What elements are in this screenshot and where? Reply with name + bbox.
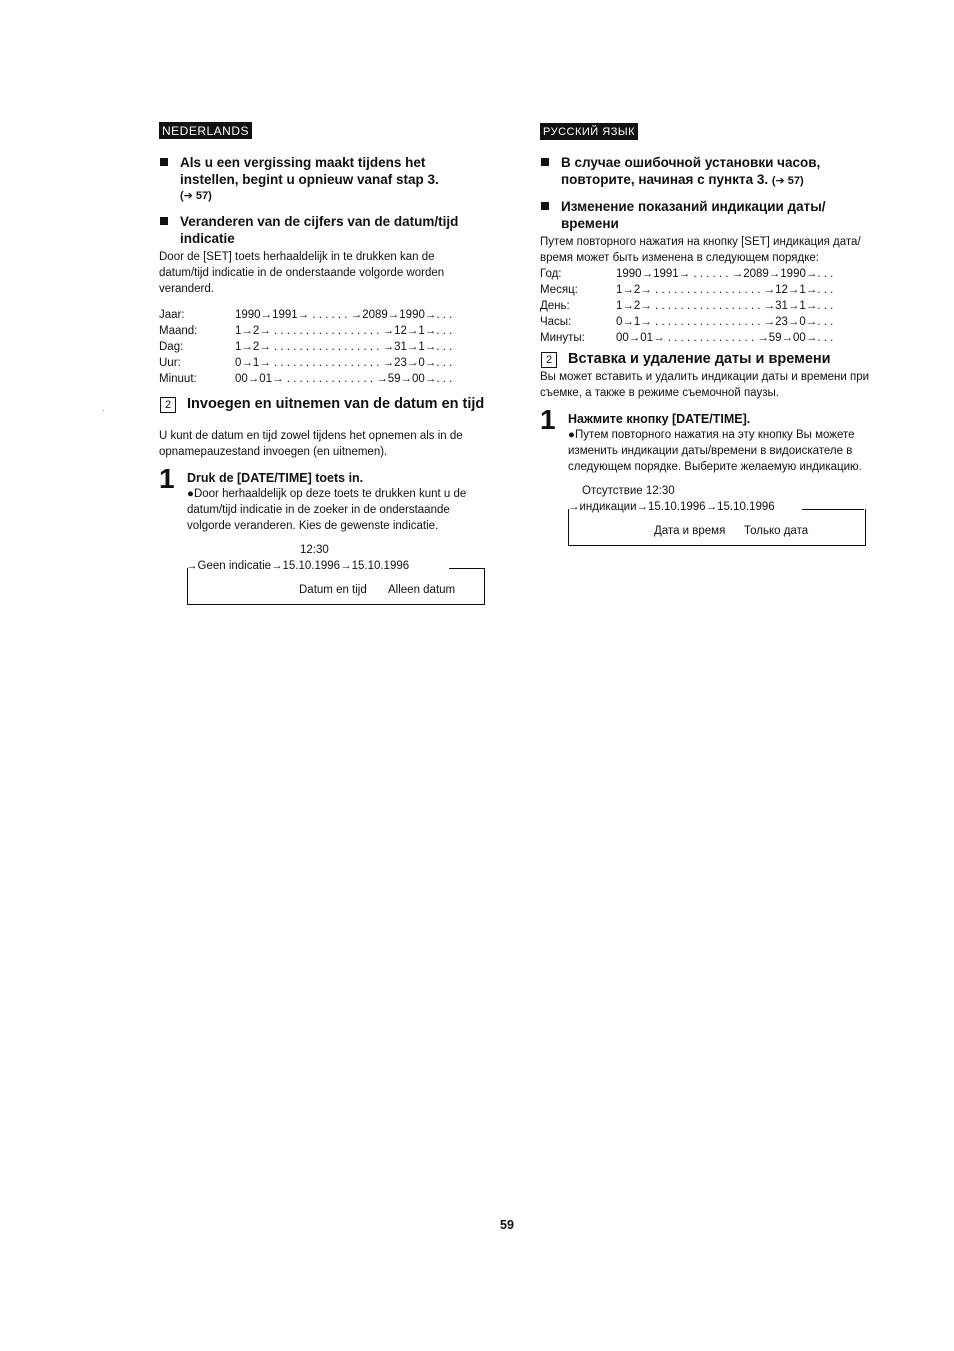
sequence-value: 0→1→ . . . . . . . . . . . . . . . . . →23→0→. . .	[235, 357, 453, 369]
page-number: 59	[500, 1218, 514, 1232]
bullet-square-icon	[541, 202, 549, 210]
diagram-flow-text: →индикации→15.10.1996→15.10.1996	[568, 501, 775, 513]
diagram-option-date-time: Дата и время	[654, 525, 726, 537]
section-title: Вставка и удаление даты и времени	[568, 351, 831, 367]
sequence-value: 00→01→ . . . . . . . . . . . . . . →59→00→. . .	[235, 373, 453, 385]
sequence-label: Dag:	[159, 341, 184, 353]
diagram-flow-text: →Geen indicatie→15.10.1996→15.10.1996	[186, 560, 410, 572]
datetime-sequence-table	[159, 307, 487, 387]
language-tag-russian: РУССКИЙ ЯЗЫК	[540, 123, 638, 140]
sequence-row	[159, 307, 487, 323]
sequence-label: Год:	[540, 268, 562, 280]
sequence-row	[540, 330, 870, 346]
sequence-value: 1990→1991→ . . . . . . →2089→1990→. . .	[616, 268, 834, 280]
paragraph-set-instructions: Путем повторного нажатия на кнопку [SET] индикация дата/время может быть изменена в следующем порядке:	[540, 236, 861, 264]
sequence-row	[159, 339, 487, 355]
bullet-mistake-note	[159, 154, 487, 205]
sequence-row	[159, 323, 487, 339]
sequence-label: День:	[540, 300, 570, 312]
step-title: Druk de [DATE/TIME] toets in.	[187, 471, 364, 485]
sequence-label: Месяц:	[540, 284, 578, 296]
diagram-time-label: 12:30	[300, 544, 329, 556]
sequence-row	[159, 371, 487, 387]
step-title: Нажмите кнопку [DATE/TIME].	[568, 412, 751, 426]
sequence-value: 00→01→ . . . . . . . . . . . . . . →59→00→. . .	[616, 332, 834, 344]
step-number: 1	[159, 463, 175, 494]
section-title: Invoegen en uitnemen van de datum en tijd	[187, 396, 485, 412]
page-reference: (➔ 57)	[180, 190, 212, 202]
section-heading-insert-datetime	[159, 395, 487, 414]
sequence-label: Uur:	[159, 357, 181, 369]
diagram-option-date-time: Datum en tijd	[299, 584, 367, 596]
step-body: ●Door herhaaldelijk op deze toets te drukken kunt u de datum/tijd indicatie in de zoeker in de onderstaande volgorde veranderen. Kies de gewenste indicatie.	[187, 488, 467, 532]
step-1	[159, 463, 487, 534]
sequence-value: 1→2→ . . . . . . . . . . . . . . . . . →31→1→. . .	[235, 341, 453, 353]
sequence-label: Minuut:	[159, 373, 197, 385]
bullet-square-icon	[541, 158, 549, 166]
section-heading-insert-datetime	[540, 350, 870, 369]
bullet-mistake-note	[540, 154, 870, 190]
step-1	[540, 404, 870, 475]
bullet-text: В случае ошибочной установки часов, повторите, начиная с пункта 3.	[561, 155, 821, 187]
diagram-time-label: Отсутствие 12:30	[582, 485, 675, 497]
bullet-square-icon	[160, 217, 168, 225]
paragraph-insert-info: U kunt de datum en tijd zowel tijdens het opnemen als in de opnamepauzestand invoegen (en uitnemen).	[159, 430, 463, 458]
step-number: 1	[540, 404, 556, 435]
sequence-value: 1→2→ . . . . . . . . . . . . . . . . . →31→1→. . .	[616, 300, 834, 312]
sequence-label: Maand:	[159, 325, 198, 337]
display-sequence-diagram	[540, 485, 870, 573]
diagram-option-date-only: Alleen datum	[388, 584, 456, 596]
sequence-row	[540, 282, 870, 298]
sequence-row	[540, 314, 870, 330]
step-body: ●Путем повторного нажатия на эту кнопку Вы можете изменить индикации даты/времени в видоискателе в следующем порядке. Выберите желаемую индикацию.	[568, 429, 862, 473]
sequence-label: Jaar:	[159, 309, 185, 321]
paragraph-insert-info: Вы может вставить и удалить индикации даты и времени при съемке, а также в режиме съемочной паузы.	[540, 371, 870, 399]
datetime-sequence-table	[540, 266, 870, 346]
sequence-row	[540, 266, 870, 282]
sequence-value: 1→2→ . . . . . . . . . . . . . . . . . →12→1→. . .	[235, 325, 453, 337]
dutch-column	[159, 122, 487, 632]
bullet-change-datetime	[540, 198, 870, 232]
display-sequence-diagram	[159, 544, 487, 632]
paragraph-set-instructions: Door de [SET] toets herhaaldelijk in te drukken kan de datum/tijd indicatie in de onderstaande volgorde worden veranderd.	[159, 251, 445, 295]
sequence-value: 1990→1991→ . . . . . . →2089→1990→. . .	[235, 309, 453, 321]
russian-column	[540, 122, 870, 573]
scan-speck	[103, 410, 104, 411]
section-number-box: 2	[160, 397, 176, 413]
bullet-text: Als u een vergissing maakt tijdens het instellen, begint u opnieuw vanaf stap 3.	[180, 155, 439, 187]
sequence-label: Часы:	[540, 316, 572, 328]
page-reference: (➔ 57)	[771, 175, 804, 187]
sequence-row	[540, 298, 870, 314]
bullet-text: Veranderen van de cijfers van de datum/tijd indicatie	[180, 214, 459, 246]
language-tag-nederlands: NEDERLANDS	[159, 122, 252, 139]
sequence-value: 1→2→ . . . . . . . . . . . . . . . . . →12→1→. . .	[616, 284, 834, 296]
bullet-text: Изменение показаний индикации даты/ времени	[561, 199, 826, 231]
diagram-option-date-only: Только дата	[744, 525, 809, 537]
bullet-square-icon	[160, 158, 168, 166]
bullet-change-datetime	[159, 213, 487, 247]
sequence-label: Минуты:	[540, 332, 585, 344]
sequence-value: 0→1→ . . . . . . . . . . . . . . . . . →23→0→. . .	[616, 316, 834, 328]
sequence-row	[159, 355, 487, 371]
section-number-box: 2	[541, 352, 557, 368]
